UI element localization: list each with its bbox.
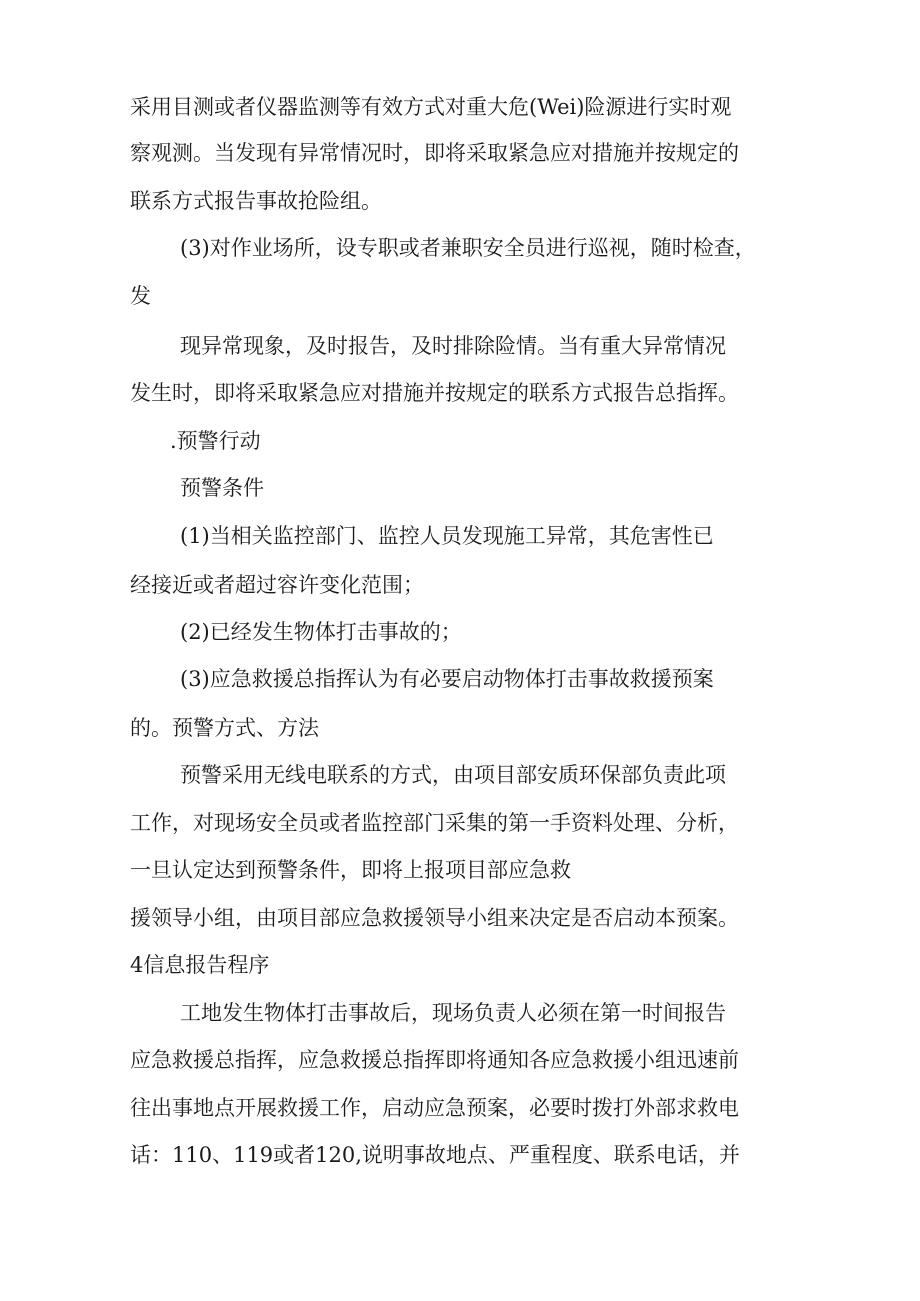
text-line: 联系方式报告事故抢险组。 — [130, 189, 382, 213]
text-line: 往出事地点开展救援工作，启动应急预案，必要时拨打外部求救电 — [130, 1096, 739, 1120]
text-line: 预警采用无线电联系的方式，由项目部安质环保部负责此项 — [180, 763, 726, 787]
text-line: 工地发生物体打击事故后，现场负责人必须在第一时间报告 — [180, 1001, 726, 1025]
section-heading: 4信息报告程序 — [130, 953, 270, 977]
text-line: 经接近或者超过容许变化范围； — [130, 573, 424, 597]
text-line: 应急救援总指挥，应急救援总指挥即将通知各应急救援小组迅速前 — [130, 1048, 739, 1072]
text-line: 的。预警方式、方法 — [130, 716, 319, 740]
text-line: 工作，对现场安全员或者监控部门采集的第一手资料处理、分析， — [130, 811, 739, 835]
text-line: 话：110、119或者120,说明事故地点、严重程度、联系电话，并 — [130, 1143, 740, 1167]
section-heading: .预警行动 — [170, 429, 261, 453]
subsection-heading: 预警条件 — [180, 476, 264, 500]
text-line: (3)应急救援总指挥认为有必要启动物体打击事故救援预案 — [180, 667, 714, 691]
text-line: 援领导小组，由项目部应急救援领导小组来决定是否启动本预案。 — [130, 906, 739, 930]
text-line: 现异常现象，及时报告，及时排除险情。当有重大异常情况 — [180, 334, 726, 358]
text-line: (3)对作业场所，设专职或者兼职安全员进行巡视，随时检查， — [180, 236, 756, 260]
text-line: 发生时，即将采取紧急应对措施并按规定的联系方式报告总指挥。 — [130, 381, 739, 405]
text-line: 发 — [130, 284, 151, 308]
text-line: 采用目测或者仪器监测等有效方式对重大危(Wei)险源进行实时观 — [130, 95, 732, 119]
text-line: 一旦认定达到预警条件，即将上报项目部应急救 — [130, 858, 571, 882]
text-line: (1)当相关监控部门、监控人员发现施工异常，其危害性已 — [180, 524, 714, 548]
text-line: (2)已经发生物体打击事故的； — [180, 620, 462, 644]
text-line: 察观测。当发现有异常情况时，即将采取紧急应对措施并按规定的 — [130, 141, 739, 165]
